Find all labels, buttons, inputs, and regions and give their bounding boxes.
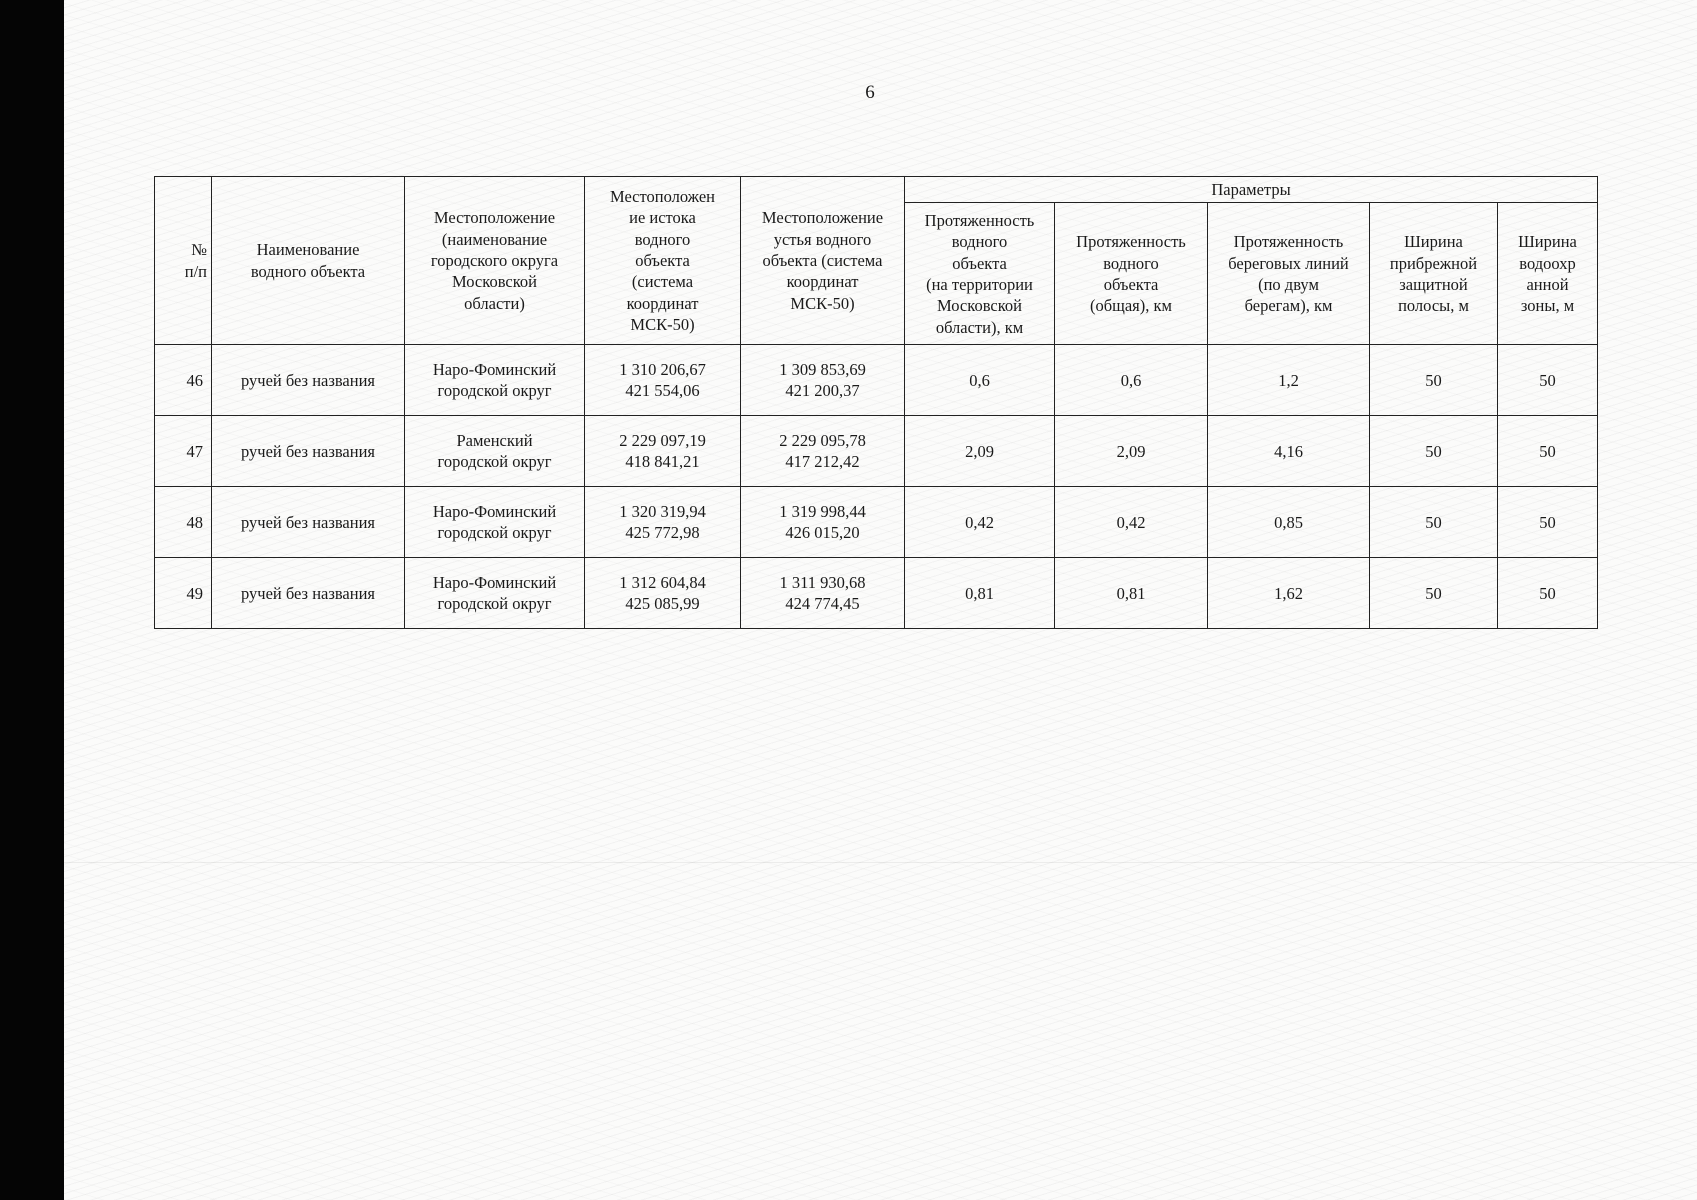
- cell-water-zone: 50: [1498, 416, 1598, 487]
- cell-coastal-strip: 50: [1370, 345, 1498, 416]
- cell-length-total: 2,09: [1055, 416, 1208, 487]
- water-objects-table: [154, 176, 1598, 629]
- table-row: [155, 345, 1598, 416]
- cell-number: 47: [155, 416, 212, 487]
- header-name: Наименование водного объекта: [212, 177, 405, 345]
- cell-length-region: 2,09: [905, 416, 1055, 487]
- cell-mouth-coordinates: 1 319 998,44 426 015,20: [741, 487, 905, 558]
- cell-name: ручей без названия: [212, 558, 405, 629]
- header-mouth: Местоположение устья водного объекта (система координат МСК-50): [741, 177, 905, 345]
- cell-number: 49: [155, 558, 212, 629]
- cell-shoreline: 1,62: [1208, 558, 1370, 629]
- header-length-total: Протяженность водного объекта (общая), км: [1055, 203, 1208, 345]
- cell-coastal-strip: 50: [1370, 416, 1498, 487]
- cell-coastal-strip: 50: [1370, 487, 1498, 558]
- cell-name: ручей без названия: [212, 345, 405, 416]
- paper-fold-line: [64, 862, 1697, 863]
- header-coastal-strip: Ширина прибрежной защитной полосы, м: [1370, 203, 1498, 345]
- cell-shoreline: 4,16: [1208, 416, 1370, 487]
- cell-mouth-coordinates: 2 229 095,78 417 212,42: [741, 416, 905, 487]
- header-length-region: Протяженность водного объекта (на территории Московской области), км: [905, 203, 1055, 345]
- cell-mouth-coordinates: 1 311 930,68 424 774,45: [741, 558, 905, 629]
- cell-name: ручей без названия: [212, 487, 405, 558]
- cell-length-region: 0,6: [905, 345, 1055, 416]
- scan-dark-edge: [0, 0, 64, 1200]
- cell-shoreline: 1,2: [1208, 345, 1370, 416]
- cell-length-total: 0,6: [1055, 345, 1208, 416]
- table-row: [155, 558, 1598, 629]
- cell-water-zone: 50: [1498, 558, 1598, 629]
- cell-location: Наро-Фоминский городской округ: [405, 487, 585, 558]
- header-location: Местоположение (наименование городского округа Московской области): [405, 177, 585, 345]
- header-water-zone: Ширина водоохр анной зоны, м: [1498, 203, 1598, 345]
- cell-source-coordinates: 1 320 319,94 425 772,98: [585, 487, 741, 558]
- cell-name: ручей без названия: [212, 416, 405, 487]
- cell-location: Раменский городской округ: [405, 416, 585, 487]
- cell-number: 48: [155, 487, 212, 558]
- cell-number: 46: [155, 345, 212, 416]
- cell-length-region: 0,42: [905, 487, 1055, 558]
- cell-coastal-strip: 50: [1370, 558, 1498, 629]
- header-source: Местоположен ие истока водного объекта (система координат МСК-50): [585, 177, 741, 345]
- table-row: [155, 487, 1598, 558]
- cell-length-region: 0,81: [905, 558, 1055, 629]
- cell-location: Наро-Фоминский городской округ: [405, 345, 585, 416]
- page-number: 6: [865, 82, 875, 103]
- header-parameters: Параметры: [905, 177, 1598, 203]
- header-shoreline: Протяженность береговых линий (по двум берегам), км: [1208, 203, 1370, 345]
- cell-location: Наро-Фоминский городской округ: [405, 558, 585, 629]
- cell-source-coordinates: 1 310 206,67 421 554,06: [585, 345, 741, 416]
- cell-length-total: 0,42: [1055, 487, 1208, 558]
- cell-mouth-coordinates: 1 309 853,69 421 200,37: [741, 345, 905, 416]
- cell-source-coordinates: 1 312 604,84 425 085,99: [585, 558, 741, 629]
- header-number: № п/п: [155, 177, 212, 345]
- cell-source-coordinates: 2 229 097,19 418 841,21: [585, 416, 741, 487]
- cell-water-zone: 50: [1498, 345, 1598, 416]
- cell-shoreline: 0,85: [1208, 487, 1370, 558]
- cell-length-total: 0,81: [1055, 558, 1208, 629]
- table-row: [155, 416, 1598, 487]
- cell-water-zone: 50: [1498, 487, 1598, 558]
- table-body: [155, 345, 1598, 629]
